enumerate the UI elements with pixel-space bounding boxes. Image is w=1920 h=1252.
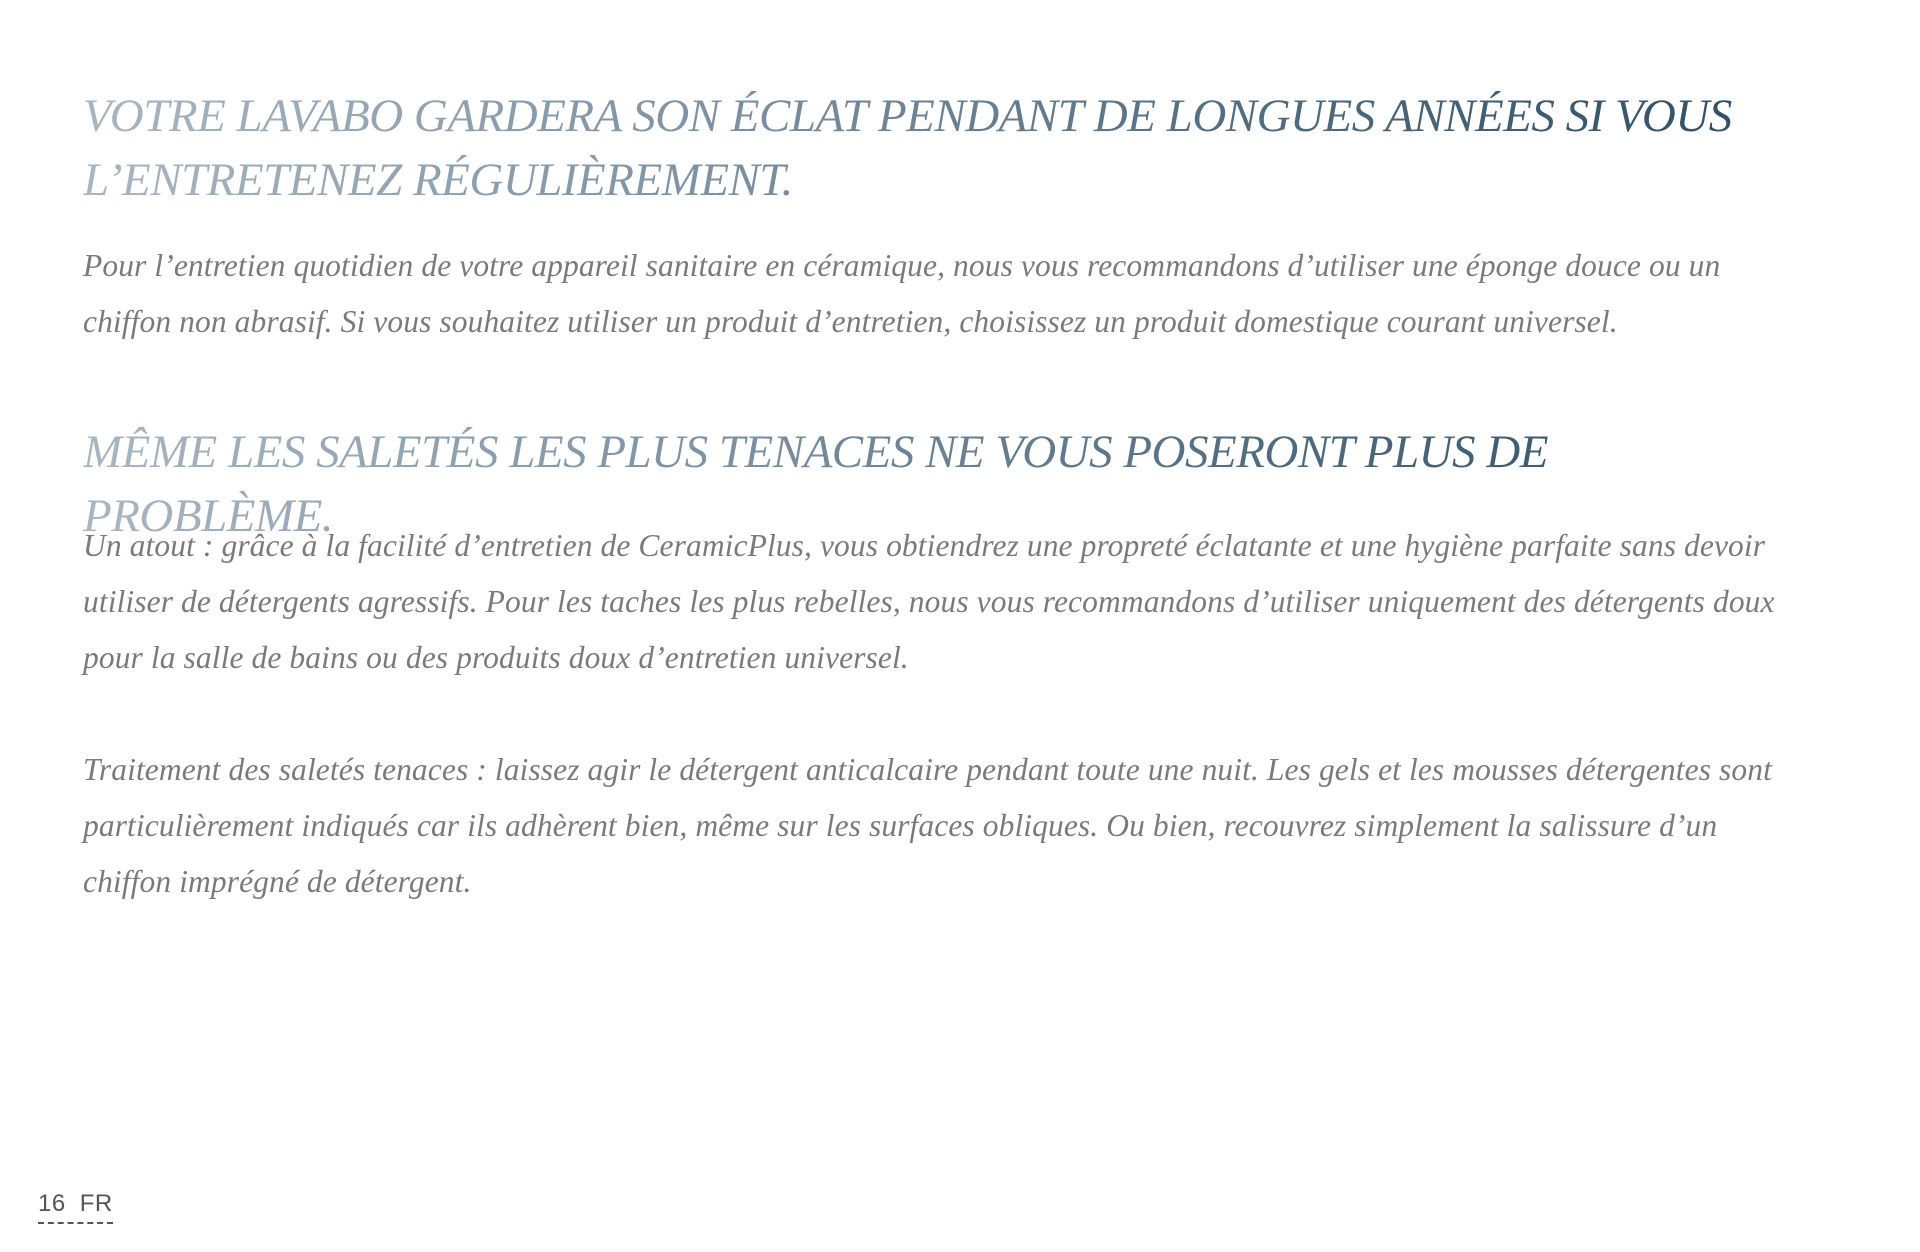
paragraph-ceramicplus: Un atout : grâce à la facilité d’entretien de CeramicPlus, vous obtiendrez une propreté éclatante et une hygiène parfaite sans devoir utiliser de détergents agressifs. Pour les taches les plus rebelles, nous vous recommandons d’utiliser uniquement des détergents doux pour la salle de bains ou des produits doux d’entretien universel. — [83, 528, 1775, 675]
paragraph-daily-care: Pour l’entretien quotidien de votre appareil sanitaire en céramique, nous vous recommandons d’utiliser une éponge douce ou un chiffon non abrasif. Si vous souhaitez utiliser un produit d’entretien, choisissez un produit domestique courant universel. — [83, 248, 1721, 339]
paragraph-stubborn-stains: Traitement des saletés tenaces : laissez agir le détergent anticalcaire pendant toute une nuit. Les gels et les mousses détergentes sont particulièrement indiqués car ils adhèrent bien, même sur les surfaces obliques. Ou bien, recouvrez simplement la salissure d’un chiffon imprégné de détergent. — [83, 752, 1772, 899]
language-code: FR — [79, 1190, 113, 1217]
page-number: 16 — [38, 1190, 66, 1217]
section-heading-tough-dirt: MÊME LES SALETÉS LES PLUS TENACES NE VOUS POSERONT PLUS DE PROBLÈME. — [83, 420, 1803, 548]
page-footer — [38, 1190, 113, 1224]
section-heading-care: VOTRE LAVABO GARDERA SON ÉCLAT PENDANT DE LONGUES ANNÉES SI VOUS L’ENTRETENEZ RÉGULIÈREMENT. — [83, 84, 1803, 212]
